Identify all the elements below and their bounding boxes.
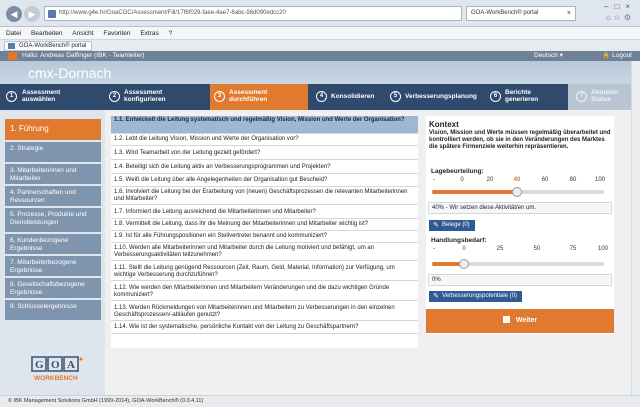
browser-address-bar xyxy=(0,0,640,27)
tick-label: 100 xyxy=(597,246,609,252)
page-icon xyxy=(8,43,15,49)
save-icon xyxy=(503,316,510,323)
process-steps xyxy=(0,84,640,110)
svg-text:G: G xyxy=(35,359,44,371)
question-item[interactable]: 1.6. Involviert die Leitung bei der Erarbeitung von (neuen) Geschäftsprozessen die relevanten Mitarbeiterinnen und Mitarbeiter? xyxy=(111,188,418,205)
url-input[interactable] xyxy=(44,6,462,21)
menu-datei[interactable]: Datei xyxy=(6,30,22,37)
tick-label: - xyxy=(433,246,435,252)
question-item[interactable]: 1.1. Entwickelt die Leitung systematisch und regelmäßig Vision, Mission und Werte der Organisation? xyxy=(111,116,418,134)
tick-label: 75 xyxy=(569,246,577,252)
question-item[interactable]: 1.11. Stellt die Leitung genügend Ressourcen (Zeit, Raum, Geld, Material, Information) zur Verfügung, um wichtige Verbesserung durchzuführen? xyxy=(111,264,418,281)
url-text: http://www.g4e.hr/GoaCGC/Assessment/Fill/17f6f029-faee-4ae7-8abc-98d090edcc20 xyxy=(59,10,286,16)
step-6[interactable] xyxy=(486,84,568,110)
sidebar-item-mitarbeiter[interactable]: 3. Mitarbeiterinnen und Mitarbeiter xyxy=(5,164,101,184)
browser-tab-title: GOA-WorkBench® portal xyxy=(471,10,539,16)
tick-label: 60 xyxy=(541,177,549,183)
menu-ansicht[interactable]: Ansicht xyxy=(72,30,94,37)
question-item[interactable]: 1.3. Wird Teamarbeit von der Leitung gezielt gefördert? xyxy=(111,149,418,160)
action-value: 0% xyxy=(428,274,612,286)
step-number: 3 xyxy=(214,91,225,102)
tick-label: 80 xyxy=(569,177,577,183)
tick-label: 0 xyxy=(462,246,466,252)
window-controls[interactable]: –□× xyxy=(604,2,636,11)
sidebar-item-partnerschaften[interactable]: 4. Partnerschaften und Ressourcen xyxy=(5,186,101,206)
sidebar-item-fuehrung[interactable]: 1. Führung xyxy=(5,119,101,140)
tick-label: 40 xyxy=(513,177,521,183)
question-item[interactable]: 1.12. Wie werden den Mitarbeiterinnen und Mitarbeitern Veränderungen und die dazu wichtigen Gründe kommuniziert? xyxy=(111,284,418,301)
page-icon xyxy=(48,10,56,18)
tick-label: 25 xyxy=(496,246,504,252)
favorites-bar xyxy=(0,40,640,51)
user-greeting: Hallo: Andreas Daffinger (IBK - Teamleiter) xyxy=(22,52,145,59)
back-icon[interactable]: ◀ xyxy=(6,6,22,22)
next-button-label: Weiter xyxy=(515,317,538,324)
assessment-slider-fill xyxy=(432,190,517,194)
action-slider[interactable] xyxy=(432,262,604,266)
question-item[interactable]: 1.14. Wie ist der systematische, persönliche Kontakt von der Leitung zu Geschäftspartnern? xyxy=(111,323,418,334)
language-value: Deutsch xyxy=(534,52,558,59)
step-4[interactable] xyxy=(308,84,386,110)
next-button[interactable] xyxy=(426,309,614,333)
evidence-button-label: Belege (0) xyxy=(442,222,470,228)
menu-help[interactable]: ? xyxy=(168,30,173,37)
evidence-button[interactable] xyxy=(429,220,475,231)
step-number: 7 xyxy=(576,91,587,102)
step-label: Assessment konfigurieren xyxy=(124,89,166,103)
favorite-item[interactable] xyxy=(4,41,92,51)
title-banner xyxy=(0,61,640,84)
category-sidebar xyxy=(0,110,105,395)
improvement-potentials-button[interactable] xyxy=(429,291,522,302)
step-number: 2 xyxy=(109,91,120,102)
logout-link[interactable] xyxy=(602,51,632,61)
action-label: Handlungsbedarf: xyxy=(431,237,487,244)
tick-label: - xyxy=(433,177,435,183)
sidebar-item-prozesse[interactable]: 5. Prozesse, Produkte und Dienstleistungen xyxy=(5,208,101,232)
tick-label: 20 xyxy=(486,177,494,183)
question-item[interactable]: 1.8. Vermittelt die Leitung, dass ihr die Meinung der Mitarbeiterinnen und Mitarbeiter wichtig ist? xyxy=(111,220,418,231)
page-scrollbar[interactable] xyxy=(631,61,640,395)
tick-label: 50 xyxy=(533,246,541,252)
pencil-icon: ✎ xyxy=(433,222,439,229)
assessment-slider-handle[interactable] xyxy=(512,187,522,197)
menu-extras[interactable]: Extras xyxy=(140,30,159,37)
browser-tab[interactable] xyxy=(466,6,576,21)
step-2[interactable] xyxy=(105,84,210,110)
question-list xyxy=(111,116,418,348)
context-panel xyxy=(426,116,614,334)
footer-copyright: © IBK Management Solutions GmbH (1999-2014), GOA-WorkBench® (0.0.4.11) xyxy=(0,395,640,407)
step-label: Assessment durchführen xyxy=(229,89,268,103)
sidebar-item-strategie[interactable]: 2. Strategie xyxy=(5,142,101,162)
tick-label: 0 xyxy=(460,177,464,183)
close-icon[interactable]: × xyxy=(566,10,571,17)
forward-icon[interactable]: ▶ xyxy=(24,6,40,22)
step-3[interactable] xyxy=(210,84,308,110)
action-ticks xyxy=(426,246,614,254)
step-label: Konsolidieren xyxy=(331,93,375,100)
lock-icon: 🔒 xyxy=(602,52,611,59)
step-number: 5 xyxy=(390,91,401,102)
step-7[interactable] xyxy=(568,84,640,110)
language-select[interactable]: Deutsch ▾ xyxy=(534,52,563,59)
question-item[interactable]: 1.13. Werden Rückmeldungen von Mitarbeiterinnen und Mitarbeitern zu Verbesserungen in den einzelnen Geschäftsprozessen/-abläufen genutzt? xyxy=(111,304,418,321)
step-1[interactable] xyxy=(0,84,105,110)
step-5[interactable] xyxy=(386,84,486,110)
home-icon[interactable] xyxy=(8,52,17,60)
pencil-icon: ✎ xyxy=(433,293,439,300)
step-label: Berichte generieren xyxy=(505,89,539,103)
question-item[interactable]: 1.4. Beteiligt sich die Leitung aktiv an Verbesserungsprogrammen und Projekten? xyxy=(111,163,418,174)
action-slider-handle[interactable] xyxy=(459,259,469,269)
favorite-item-label: GOA-WorkBench® portal xyxy=(19,43,87,49)
assessment-value: 40% - Wir setzen diese Aktivität/en um. xyxy=(428,202,612,214)
step-label: Assessment auswählen xyxy=(22,89,61,103)
context-description: Vision, Mission und Werte müssen regelmäßig überarbeitet und kontrolliert werden, ob sie in den Veränderungen des Marktes die spätere Firmenziele weiterhin repräsentieren. xyxy=(429,130,611,150)
question-item[interactable]: 1.7. Informiert die Leitung ausreichend die Mitarbeiterinnen und Mitarbeiter? xyxy=(111,208,418,219)
improvement-potentials-label: Verbesserungspotentiale (0) xyxy=(442,293,518,299)
step-label: Verbesserungsplanung xyxy=(405,93,477,100)
assessment-slider[interactable] xyxy=(432,190,604,194)
assessment-label: Lagebeurteilung: xyxy=(431,168,484,175)
step-number: 4 xyxy=(316,91,327,102)
svg-text:O: O xyxy=(51,359,60,371)
menu-bearbeiten[interactable]: Bearbeiten xyxy=(31,30,63,37)
question-item[interactable]: 1.10. Werden alle Mitarbeiterinnen und Mitarbeiter durch die Leitung motiviert und befähigt, um an Verbesserungsaktivitäten teilzunehmen? xyxy=(111,244,418,261)
goa-workbench-logo xyxy=(30,355,100,385)
step-number: 1 xyxy=(6,91,17,102)
sidebar-item-gesellschaft[interactable]: 8. Gesellschaftsbezogene Ergebnisse xyxy=(5,278,101,298)
sidebar-item-mitarbeiter-ergebnisse[interactable]: 7. Mitarbeiterbezogene Ergebnisse xyxy=(5,256,101,276)
page-title: cmx-Dornach xyxy=(28,65,112,81)
question-item[interactable]: 1.9. Ist für alle Führungspositionen ein Stellvertreter benannt und kommuniziert? xyxy=(111,232,418,243)
menu-favoriten[interactable]: Favoriten xyxy=(103,30,131,37)
assessment-ticks xyxy=(426,177,614,185)
step-label: Aktueller Status xyxy=(591,89,619,103)
tick-label: 100 xyxy=(594,177,606,183)
step-number: 6 xyxy=(490,91,501,102)
question-item[interactable]: 1.5. Weiß die Leitung über alle Angelegenheiten der Organisation gut Bescheid? xyxy=(111,176,418,187)
sidebar-item-kunden[interactable]: 6. Kundenbezogene Ergebnisse xyxy=(5,234,101,254)
sidebar-item-schluessel[interactable]: 9. Schlüsselergebnisse xyxy=(5,300,101,320)
favorites-icons[interactable]: ⌂☆⚙ xyxy=(605,13,634,22)
svg-text:A: A xyxy=(67,359,75,371)
svg-text:WORKBENCH: WORKBENCH xyxy=(34,375,78,382)
context-title: Kontext xyxy=(429,120,459,129)
question-item[interactable]: 1.2. Lebt die Leitung Vision, Mission und Werte der Organisation vor? xyxy=(111,135,418,146)
logout-label: Logout xyxy=(612,52,632,59)
app-header xyxy=(0,51,640,61)
menu-bar xyxy=(0,27,640,40)
